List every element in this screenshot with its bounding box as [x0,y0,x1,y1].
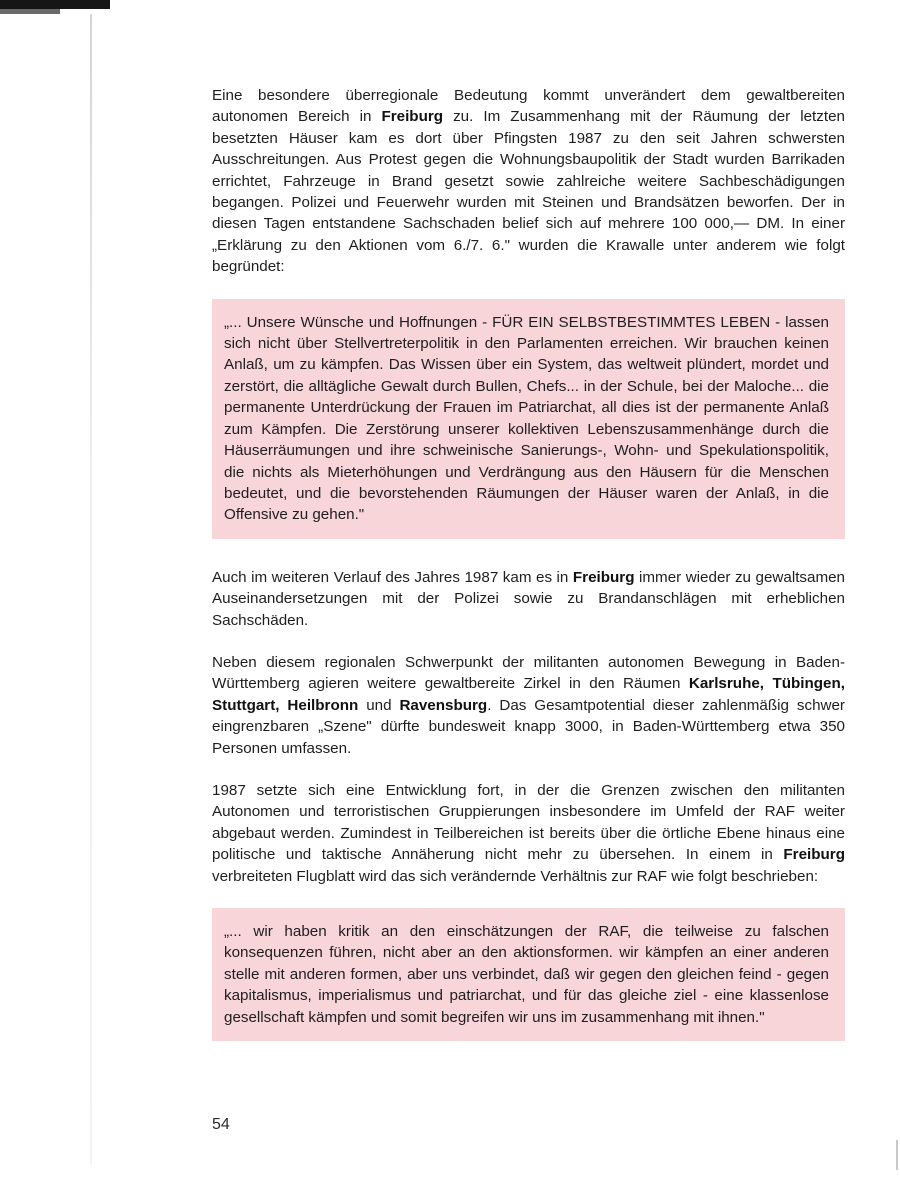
page-right-edge [896,1140,898,1170]
scan-edge-shadow [0,9,60,14]
text-span: . Das Gesamtpotential dieser zahlenmäßig schwer eingrenzbaren „Szene" dürfte bundesweit knapp 3000, in Baden-Württemberg etwa 350 Personen umfassen. [212,696,845,757]
bold-place-name: Ravensburg [399,696,488,714]
body-paragraph [212,567,845,631]
text-span: zu. Im Zusammenhang mit der Räumung der letzten besetzten Häuser kam es dort über Pfingsten 1987 zu den seit Jahren schwersten Ausschreitungen. Aus Protest gegen die Wohnungsbaupolitik der Stadt wurden Barrikaden errichtet, Fahrzeuge in Brand gesetzt sowie zahlreiche weitere Sachbeschädigungen begangen. Polizei und Feuerwehr wurden mit Steinen und Brandsätzen beworfen. Der in diesen Tagen entstandene Sachschaden belief sich auf mehrere 100 000,— DM. In einer „Erklärung zu den Aktionen vom 6./7. 6." wurden die Krawalle unter anderem wie folgt begründet: [212,108,845,276]
page-binding-edge [90,14,92,1164]
text-span: 1987 setzte sich eine Entwicklung fort, in der die Grenzen zwischen den militanten Autonomen und terroristischen Gruppierungen insbesondere im Umfeld der RAF weiter abgebaut werden. Zumindest in Teilbereichen ist bereits über die örtliche Ebene hinaus eine politische und taktische Annäherung nicht mehr zu übersehen. In einem in [212,781,845,864]
text-span: verbreiteten Flugblatt wird das sich verändernde Verhältnis zur RAF wie folgt beschrieben: [212,867,819,885]
body-paragraph [212,85,845,278]
text-span: Eine besondere überregionale Bedeutung kommt unverändert dem gewaltbereiten autonomen Bereich in [212,87,845,126]
text-span: und [358,696,400,714]
page-number: 54 [212,1116,230,1133]
text-span: Neben diesem regionalen Schwerpunkt der militanten autonomen Bewegung in Baden-Württemberg agieren weitere gewaltbereite Zirkel in den Räumen [212,653,845,693]
body-paragraph [212,780,845,887]
bold-place-name: Freiburg [783,846,845,864]
document-page [212,85,845,1069]
body-paragraph [212,652,845,759]
quoted-passage [212,299,845,539]
text-span: „... Unsere Wünsche und Hoffnungen - FÜR EIN SELBSTBESTIMMTES LEBEN - lassen sich nicht über Stellvertreterpolitik in den Parlamenten erreichen. Wir brauchen keinen Anlaß, um zu kämpfen. Das Wissen über ein System, das weltweit plündert, mordet und zerstört, die alltägliche Gewalt durch Bullen, Chefs... in der Schule, bei der Maloche... die permanente Unterdrückung der Frauen im Patriarchat, all dies ist der permanente Anlaß zum Kämpfen. Die Zerstörung unserer kollektiven Lebenszusammenhänge durch die Häuserräumungen und ihre schweinische Sanierungs-, Wohn- und Spekulationspolitik, die nichts als Mieterhöhungen und Verdrängung aus den Häusern für die Menschen bedeutet, und die bevorstehenden Räumungen der Häuser waren der Anlaß, in die Offensive zu gehen." [224,313,829,524]
scan-edge-mark [0,0,110,9]
text-span: Auch im weiteren Verlauf des Jahres 1987 kam es in [212,568,573,586]
bold-place-name: Karlsruhe, Tübingen, Stuttgart, Heilbronn [212,675,845,714]
bold-place-name: Freiburg [572,568,635,586]
quoted-passage [212,908,845,1041]
text-span: immer wieder zu gewaltsamen Auseinandersetzungen mit der Polizei sowie zu Brandanschlägen mit erheblichen Sachschäden. [212,568,846,629]
text-span: „... wir haben kritik an den einschätzungen der RAF, die teilweise zu falschen konsequenzen führen, nicht aber an den aktionsformen. wir kämpfen an einer anderen stelle mit anderen formen, aber uns verbindet, daß wir gegen den gleichen feind - gegen kapitalismus, imperialismus und patriarchat, und für das gleiche ziel - eine klassenlose gesellschaft kämpfen und somit begreifen wir uns im zusammenhang mit ihnen." [224,923,829,1026]
bold-place-name: Freiburg [381,108,444,126]
